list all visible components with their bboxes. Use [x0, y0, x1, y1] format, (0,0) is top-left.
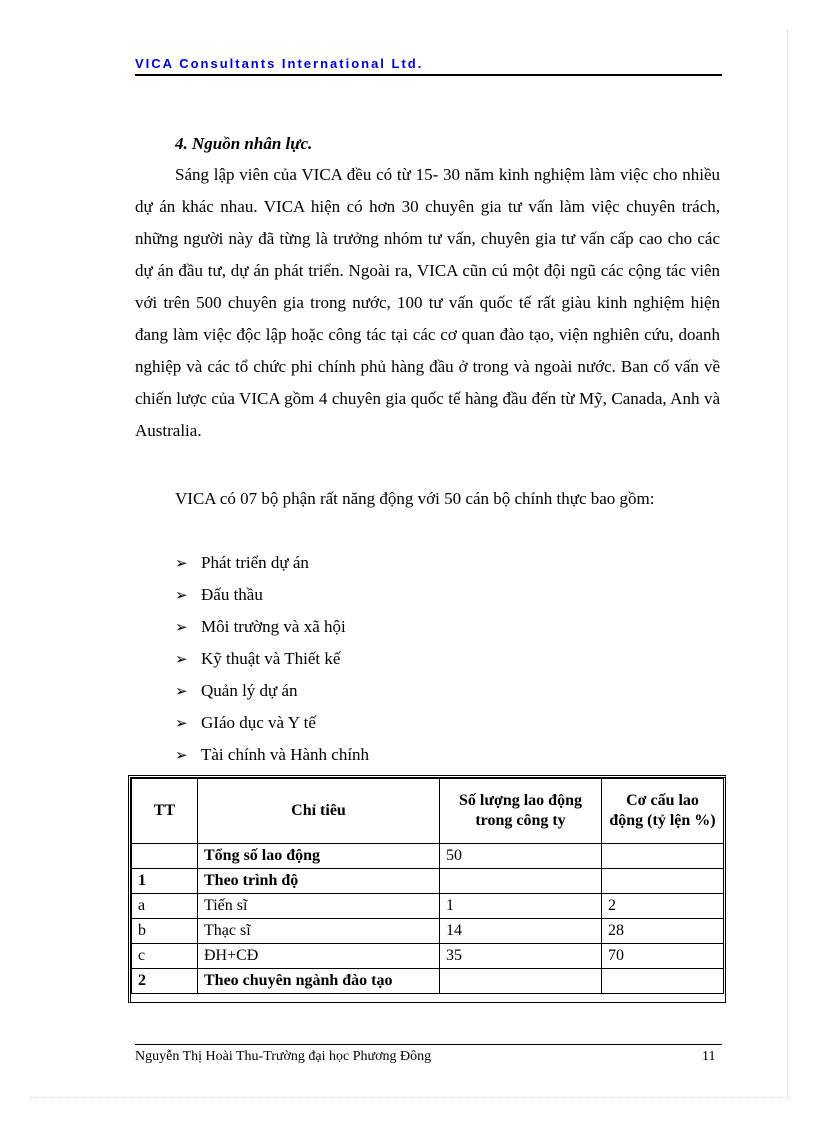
table-cell: c	[132, 944, 198, 969]
header-rule	[135, 74, 722, 76]
list-item	[175, 707, 369, 739]
footer-rule	[135, 1044, 722, 1045]
list-item	[175, 611, 369, 643]
table-row	[132, 969, 724, 994]
list-item	[175, 547, 369, 579]
table-header-cell: TT	[132, 779, 198, 844]
table-cell: Thạc sĩ	[198, 919, 440, 944]
arrow-bullet-icon: ➢	[175, 650, 188, 668]
table-cell: Theo chuyên ngành đào tạo	[198, 969, 440, 994]
list-item-label: Đấu thầu	[201, 585, 263, 604]
list-item-label: Quản lý dự án	[201, 681, 298, 700]
table-cell: 35	[440, 944, 602, 969]
table-cell: 50	[440, 844, 602, 869]
list-item-label: Tài chính và Hành chính	[201, 745, 370, 764]
list-item-label: GIáo dục và Y tế	[201, 713, 316, 732]
table-cell: b	[132, 919, 198, 944]
table-cell: ĐH+CĐ	[198, 944, 440, 969]
arrow-bullet-icon: ➢	[175, 586, 188, 604]
page-number: 11	[702, 1049, 716, 1064]
table-row	[132, 919, 724, 944]
table-cell	[440, 969, 602, 994]
table-cell	[602, 869, 724, 894]
table-cell: 28	[602, 919, 724, 944]
table-cell: 2	[602, 894, 724, 919]
table-header-cell: Chỉ tiêu	[198, 779, 440, 844]
table-row	[132, 844, 724, 869]
table-cell: 70	[602, 944, 724, 969]
table-cell: 2	[132, 969, 198, 994]
table-cell: Tổng số lao động	[198, 844, 440, 869]
page-margin-guide	[30, 1097, 790, 1098]
table-cell	[132, 844, 198, 869]
table-cell: a	[132, 894, 198, 919]
table-cell: Tiến sĩ	[198, 894, 440, 919]
arrow-bullet-icon: ➢	[175, 554, 188, 572]
arrow-bullet-icon: ➢	[175, 746, 188, 764]
table-header-cell: Số lượng lao động trong công ty	[440, 779, 602, 844]
page-margin-guide	[787, 30, 788, 1100]
labor-table	[131, 778, 724, 994]
table-header-row	[132, 779, 724, 844]
paragraph-founders: Sáng lập viên của VICA đều có từ 15- 30 năm kinh nghiệm làm việc cho nhiều dự án khác nhau. VICA hiện có hơn 30 chuyên gia tư vấn làm việc chuyên trách, những người này đã từng là trưởng nhóm tư vấn, chuyên gia tư vấn cấp cao cho các dự án đầu tư, dự án phát triển. Ngoài ra, VICA cũn cú một đội ngũ các cộng tác viên với trên 500 chuyên gia trong nước, 100 tư vấn quốc tế rất giàu kinh nghiệm hiện đang làm việc độc lập hoặc công tác tại các cơ quan đào tạo, viện nghiên cứu, doanh nghiệp và các tổ chức phi chính phủ hàng đầu ở trong và ngoài nước. Ban cố vấn về chiến lược của VICA gồm 4 chuyên gia quốc tế hàng đầu đến từ Mỹ, Canada, Anh và Australia.	[135, 165, 720, 440]
list-item	[175, 579, 369, 611]
paragraph-departments-intro: VICA có 07 bộ phận rất năng động với 50 cán bộ chính thực bao gồm:	[175, 489, 655, 508]
department-list	[175, 547, 369, 771]
table-header-cell: Cơ cấu lao động (tỷ lện %)	[602, 779, 724, 844]
list-item	[175, 675, 369, 707]
list-item-label: Kỹ thuật và Thiết kế	[201, 649, 341, 668]
table-cell: 1	[132, 869, 198, 894]
list-item	[175, 739, 369, 771]
table-row	[132, 944, 724, 969]
list-item	[175, 643, 369, 675]
table-row	[132, 894, 724, 919]
section-title: 4. Nguồn nhân lực.	[175, 134, 313, 153]
table-cell: 1	[440, 894, 602, 919]
arrow-bullet-icon: ➢	[175, 682, 188, 700]
list-item-label: Phát triển dự án	[201, 553, 309, 572]
list-item-label: Môi trường và xã hội	[201, 617, 346, 636]
table-cell	[602, 969, 724, 994]
arrow-bullet-icon: ➢	[175, 618, 188, 636]
footer-author: Nguyễn Thị Hoài Thu-Trường đại học Phương Đông	[135, 1049, 432, 1064]
table-cell	[440, 869, 602, 894]
table-cell	[602, 844, 724, 869]
table-cell: Theo trình độ	[198, 869, 440, 894]
table-row	[132, 869, 724, 894]
table-cell: 14	[440, 919, 602, 944]
header-company-name: VICA Consultants International Ltd.	[135, 56, 424, 71]
arrow-bullet-icon: ➢	[175, 714, 188, 732]
